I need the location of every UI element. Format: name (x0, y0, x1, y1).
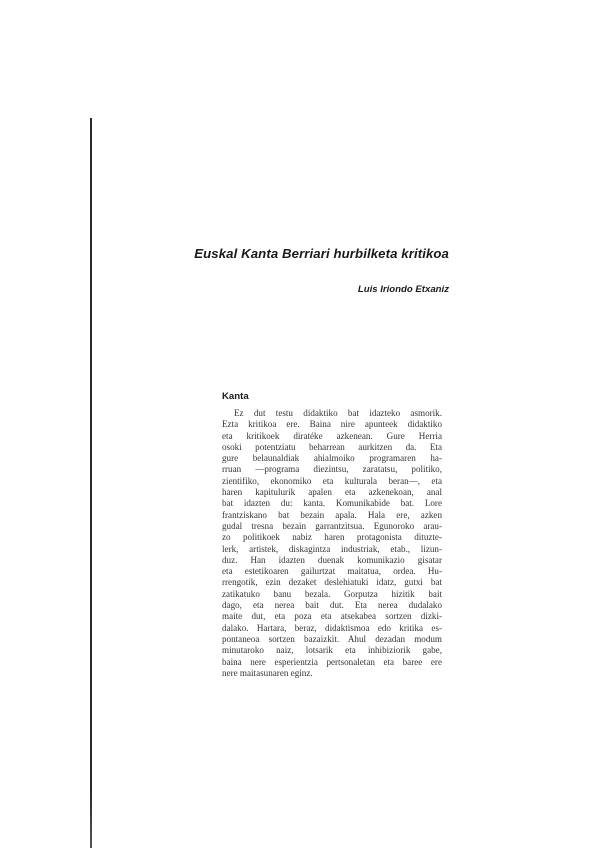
body-paragraph (222, 408, 442, 679)
body-line: Ezta kritikoa ere. Baina nire apunteek didaktiko (222, 419, 442, 430)
body-line: minutaroko naiz, lotsarik eta inhibiziorik gabe, (222, 645, 442, 656)
article-title: Euskal Kanta Berriari hurbilketa kritikoa (194, 246, 449, 261)
body-line: maite dut, eta poza eta atsekabea sortzen dizki- (222, 611, 442, 622)
body-line: osoki potentziatu beharrean aurkitzen da. Eta (222, 441, 442, 452)
page-binding-edge (90, 118, 92, 848)
body-line: nere maitasunaren eginz. (222, 667, 313, 678)
binding-shadow (90, 118, 92, 848)
body-line: rrengotik, ezin dezaket deslehiatuki idatz, gutxi bat (222, 577, 442, 588)
body-line: rruan —programa diezintsu, zaratatsu, politiko, (222, 464, 442, 475)
body-line: pontaneoa sortzen bazaizkit. Ahul dezadan modum (222, 633, 442, 644)
body-line: eta estetikoaren gailurtzat maitatua, ordea. Hu- (222, 566, 442, 577)
body-line: dago, eta nerea bait dut. Eta nerea dudalako (222, 600, 442, 611)
body-line: lerk, artistek, diskagintza industriak, etab., lizun- (222, 543, 442, 554)
body-line: haren kapitulurik apalen eta azkenekoan, anal (222, 487, 442, 498)
body-line: baina nere esperientzia pertsonaletan eta baree ere (222, 656, 442, 667)
body-line: gure belaunaldiak ahialmoiko programaren ha- (222, 453, 442, 464)
body-line: eta kritikoek diratéke azkenean. Gure Herria (222, 430, 442, 441)
body-line: Ez dut testu didaktiko bat idazteko asmorik. (234, 408, 442, 418)
body-line: duz. Han idazten duenak komunikazio gisatar (222, 554, 442, 565)
body-line: zo politikoek nabiz haren protagonista dituzte- (222, 532, 442, 543)
body-line: zatikatuko banu bezala. Gorputza hizitik bait (222, 588, 442, 599)
body-line: dalako. Hartara, beraz, didaktismoa edo kritika es- (222, 622, 442, 633)
body-line: bat idazten du: kanta. Komunikabide bat. Lore (222, 498, 442, 509)
article-author: Luis Iriondo Etxaniz (357, 284, 449, 295)
section-heading: Kanta (222, 391, 249, 402)
body-line: frantziskano bat bezain apala. Hala ere, azken (222, 509, 442, 520)
body-line: gudal tresna bezain garrantzitsua. Egunoroko arau- (222, 520, 442, 531)
body-line: zientifiko, ekonomiko eta kulturala beran—, eta (222, 475, 442, 486)
